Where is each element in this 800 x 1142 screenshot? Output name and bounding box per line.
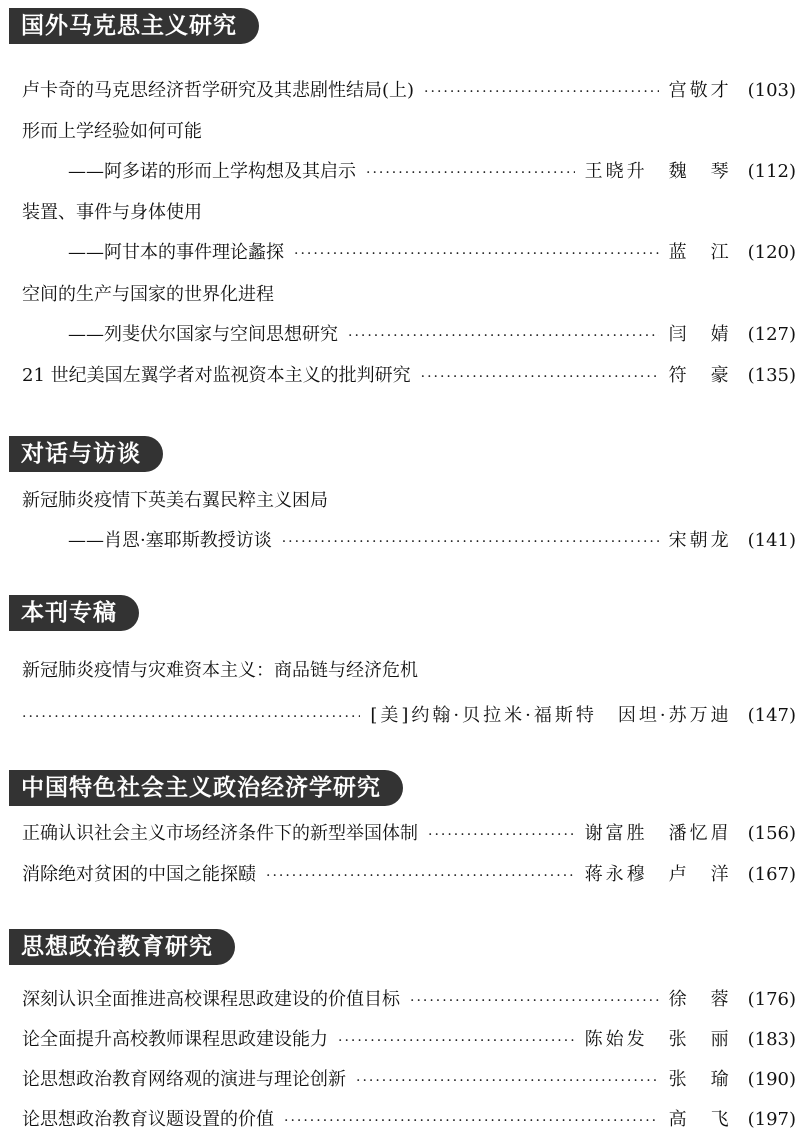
entry-subtitle: ——阿甘本的事件理论蠡探 bbox=[68, 242, 284, 263]
entry-title: 深刻认识全面推进高校课程思政建设的价值目标 bbox=[22, 989, 400, 1010]
entry-authors: 陈始发 张 丽 bbox=[584, 1029, 732, 1050]
entry-page: (135) bbox=[747, 365, 796, 386]
leader-dots bbox=[366, 159, 575, 186]
entry-authors: 王晓升 魏 琴 bbox=[584, 161, 732, 182]
toc-entry-subtitle-line[interactable] bbox=[68, 158, 796, 186]
section-heading: 国外马克思主义研究 bbox=[9, 8, 259, 44]
entry-authors: 蒋永穆 卢 洋 bbox=[584, 864, 732, 885]
leader-dots bbox=[428, 821, 575, 848]
toc-entry[interactable] bbox=[22, 1026, 796, 1054]
leader-dots bbox=[424, 78, 659, 105]
entry-authors: 高 飞 bbox=[668, 1109, 732, 1130]
leader-dots bbox=[421, 363, 659, 390]
entry-title[interactable]: 装置、事件与身体使用 bbox=[22, 202, 202, 223]
entry-title[interactable]: 空间的生产与国家的世界化进程 bbox=[22, 284, 274, 305]
entry-page: (127) bbox=[747, 324, 796, 345]
section-heading: 本刊专稿 bbox=[9, 595, 139, 631]
entry-page: (156) bbox=[747, 823, 796, 844]
leader-dots bbox=[284, 1107, 659, 1134]
entry-title: 卢卡奇的马克思经济哲学研究及其悲剧性结局(上) bbox=[22, 80, 415, 101]
section-heading: 中国特色社会主义政治经济学研究 bbox=[9, 770, 403, 806]
leader-dots bbox=[22, 703, 360, 730]
entry-page: (141) bbox=[747, 530, 796, 551]
entry-title[interactable]: 新冠肺炎疫情下英美右翼民粹主义困局 bbox=[22, 490, 328, 511]
leader-dots bbox=[356, 1067, 659, 1094]
entry-authors: 闫 婧 bbox=[668, 324, 732, 345]
entry-authors: 宋朝龙 bbox=[668, 530, 732, 551]
entry-page: (190) bbox=[747, 1069, 796, 1090]
entry-subtitle: ——肖恩·塞耶斯教授访谈 bbox=[68, 530, 272, 551]
toc-entry[interactable] bbox=[22, 861, 796, 889]
toc-entry-subtitle-line[interactable] bbox=[68, 321, 796, 349]
entry-authors: 宫敬才 bbox=[668, 80, 732, 101]
entry-page: (176) bbox=[747, 989, 796, 1010]
toc-entry[interactable] bbox=[22, 820, 796, 848]
leader-dots bbox=[348, 322, 659, 349]
section-heading: 思想政治教育研究 bbox=[9, 929, 235, 965]
toc-entry[interactable] bbox=[22, 362, 796, 390]
toc-entry[interactable] bbox=[22, 986, 796, 1014]
leader-dots bbox=[294, 240, 659, 267]
entry-title: 论思想政治教育议题设置的价值 bbox=[22, 1109, 274, 1130]
entry-page: (112) bbox=[747, 161, 796, 182]
leader-dots bbox=[338, 1027, 575, 1054]
entry-authors: 谢富胜 潘忆眉 bbox=[584, 823, 732, 844]
entry-title[interactable]: 形而上学经验如何可能 bbox=[22, 121, 202, 142]
toc-entry-continuation[interactable] bbox=[22, 702, 796, 730]
entry-title: 论全面提升高校教师课程思政建设能力 bbox=[22, 1029, 328, 1050]
entry-authors: 徐 蓉 bbox=[668, 989, 732, 1010]
entry-title[interactable]: 新冠肺炎疫情与灾难资本主义：商品链与经济危机 bbox=[22, 660, 418, 681]
entry-authors: 蓝 江 bbox=[668, 242, 732, 263]
entry-title: 消除绝对贫困的中国之能探赜 bbox=[22, 864, 256, 885]
leader-dots bbox=[266, 862, 575, 889]
entry-title: 正确认识社会主义市场经济条件下的新型举国体制 bbox=[22, 823, 418, 844]
entry-subtitle: ——阿多诺的形而上学构想及其启示 bbox=[68, 161, 356, 182]
entry-title: 论思想政治教育网络观的演进与理论创新 bbox=[22, 1069, 346, 1090]
leader-dots bbox=[282, 528, 659, 555]
entry-authors: 符 豪 bbox=[668, 365, 732, 386]
entry-authors: [美]约翰·贝拉米·福斯特 因坦·苏万迪 bbox=[370, 705, 732, 726]
entry-page: (197) bbox=[747, 1109, 796, 1130]
toc-entry-subtitle-line[interactable] bbox=[68, 527, 796, 555]
toc-entry-subtitle-line[interactable] bbox=[68, 239, 796, 267]
section-heading: 对话与访谈 bbox=[9, 436, 163, 472]
entry-page: (103) bbox=[747, 80, 796, 101]
entry-page: (147) bbox=[747, 705, 796, 726]
leader-dots bbox=[410, 987, 659, 1014]
entry-page: (183) bbox=[747, 1029, 796, 1050]
toc-entry[interactable] bbox=[22, 1066, 796, 1094]
entry-title: 21 世纪美国左翼学者对监视资本主义的批判研究 bbox=[22, 365, 411, 386]
entry-authors: 张 瑜 bbox=[668, 1069, 732, 1090]
toc-entry[interactable] bbox=[22, 77, 796, 105]
entry-subtitle: ——列斐伏尔国家与空间思想研究 bbox=[68, 324, 338, 345]
entry-page: (120) bbox=[747, 242, 796, 263]
toc-entry[interactable] bbox=[22, 1106, 796, 1134]
entry-page: (167) bbox=[747, 864, 796, 885]
